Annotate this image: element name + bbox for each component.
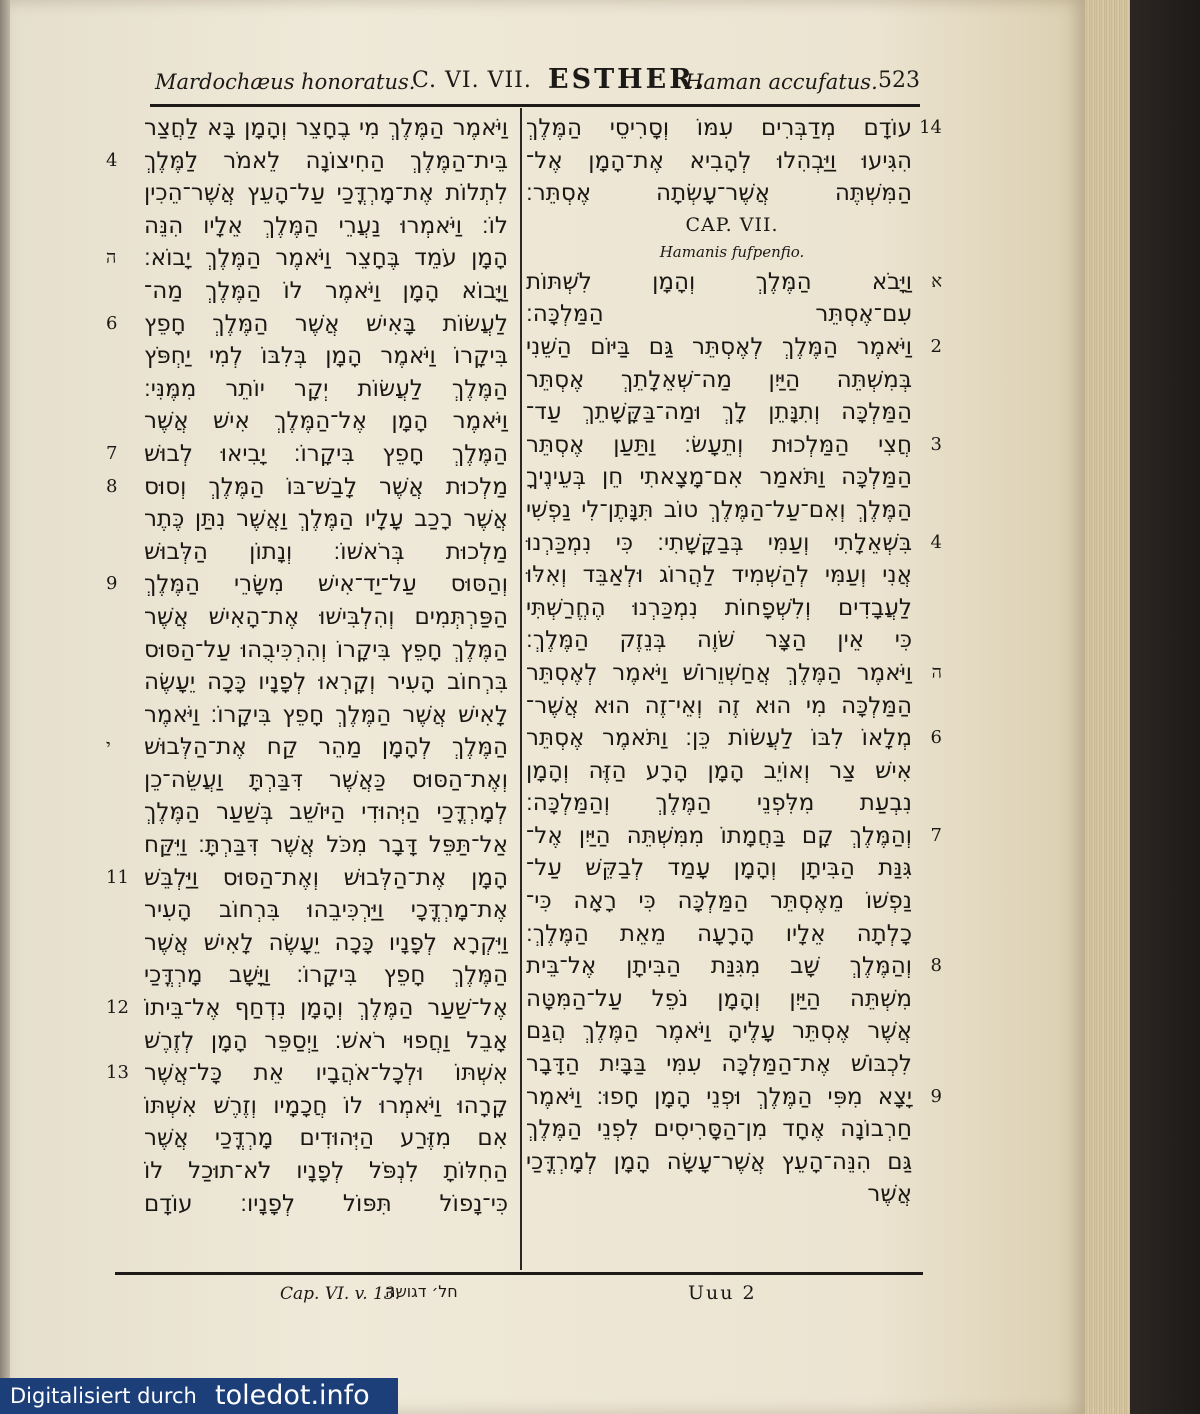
text-line [118, 634, 513, 667]
text-line [118, 959, 513, 992]
line-text: וַיָּבֹא הַמֶּלֶךְ וְהָמָן לִשְׁתּוֹת [526, 268, 912, 295]
line-text: לַעֲשׂוֹת בָּאִישׁ אֲשֶׁר הַמֶּלֶךְ חָפֵץ [144, 310, 508, 337]
text-line [522, 885, 942, 918]
line-text: וַיָּבוֹא הָמָן וַיֹּאמֶר לוֹ הַמֶּלֶךְ מַה־ [144, 277, 508, 304]
line-text: אֲשֶׁר אֶסְתֵּר עָלֶיהָ וַיֹּאמֶר הַמֶּלֶךְ הֲגַם [526, 1018, 912, 1045]
verse-number: 6 [106, 312, 118, 334]
line-text: גַּם הִנֵּה־הָעֵץ אֲשֶׁר־עָשָׂה הָמָן לְמָרְדֳּכַי [526, 1148, 912, 1175]
verse-number: 14 [919, 117, 942, 138]
text-line [118, 373, 513, 406]
text-line [118, 1122, 513, 1155]
line-text: אִם מִזֶּרַע הַיְּהוּדִים מָרְדֳּכַי אֲשֶׁר [144, 1125, 508, 1152]
line-text: יָצָא מִפִּי הַמֶּלֶךְ וּפְנֵי הָמָן חָפוּ׃ וַיֹּאמֶר [526, 1083, 912, 1110]
text-line [522, 364, 942, 397]
line-text: וְהַסּוּס עַל־יַד־אִישׁ מִשָּׂרֵי הַמֶּלֶךְ [144, 571, 508, 598]
line-text: לָאִישׁ אֲשֶׁר הַמֶּלֶךְ חָפֵץ בִּיקָרוֹ׃ וַיֹּאמֶר [144, 701, 508, 728]
text-line [522, 527, 942, 560]
verse-number: 6 [930, 727, 942, 749]
line-text: אִישׁ צַר וְאוֹיֵב הָמָן הָרָע הַזֶּה וְהָמָן [526, 757, 912, 784]
page-number: 523 [878, 68, 920, 93]
line-text: הַמִּשְׁתֶּה אֲשֶׁר־עָשְׂתָה אֶסְתֵּר׃ [526, 180, 912, 207]
line-text: אַל־תַּפֵּל דָּבָר מִכֹּל אֲשֶׁר דִּבַּרְתָּ׃ וַיִּקַּח [144, 832, 508, 859]
line-text: עִם־אֶסְתֵּר הַמַּלְכָּה׃ [526, 301, 912, 328]
line-text: אֶל־שַׁעַר הַמֶּלֶךְ וְהָמָן נִדְחַף אֶל־בֵּיתוֹ [144, 995, 508, 1022]
running-head-chapters: C. VI. VII. [412, 68, 532, 93]
text-line [522, 983, 942, 1016]
text-line [118, 340, 513, 373]
line-text: הַמֶּלֶךְ לְהָמָן מַהֵר קַח אֶת־הַלְּבוּשׁ [144, 734, 508, 761]
text-line [118, 796, 513, 829]
line-text: הָמָן עֹמֵד בֶּחָצֵר וַיֹּאמֶר הַמֶּלֶךְ יָבוֹא׃ [144, 245, 508, 272]
text-line [118, 601, 513, 634]
line-text: אֲנִי וְעַמִּי לְהַשְׁמִיד לַהֲרוֹג וּלְאַבֵּד וְאִלּוּ [526, 562, 912, 589]
text-line [106, 438, 513, 471]
text-line [522, 722, 942, 755]
text-line [118, 764, 513, 797]
line-text: בֵּית־הַמֶּלֶךְ הַחִיצוֹנָה לֵאמֹר לַמֶּלֶךְ [144, 147, 508, 174]
right-text-column [522, 112, 942, 1211]
line-text: אָבֵל וַחֲפוּי רֹאשׁ׃ וַיְסַפֵּר הָמָן לְזֶרֶשׁ [144, 1027, 508, 1054]
text-line [118, 666, 513, 699]
text-line [522, 820, 942, 853]
line-text: וַיֹּאמֶר הַמֶּלֶךְ מִי בֶחָצֵר וְהָמָן בָּא לַחֲצַר [144, 115, 508, 141]
line-text: וְאֶת־הַסּוּס כַּאֲשֶׁר דִּבַּרְתָּ וַעֲשֵׂה־כֵן [144, 766, 508, 793]
line-text: חַרְבוֹנָה אֶחָד מִן־הַסָּרִיסִים לִפְנֵי הַמֶּלֶךְ [526, 1116, 912, 1143]
text-line [522, 592, 942, 625]
text-line [522, 177, 942, 210]
text-line [118, 405, 513, 438]
text-line [118, 503, 513, 536]
verse-number: י [106, 736, 111, 758]
line-text: וְהַמֶּלֶךְ שָׁב מִגִּנַּת הַבִּיתָן אֶל־בֵּית [526, 953, 912, 980]
line-text: מַלְכוּת בְּרֹאשׁוֹ׃ וְנָתוֹן הַלְּבוּשׁ [144, 538, 508, 565]
running-head-left-title: Mardochæus honoratus. [155, 70, 416, 94]
line-text: לַעֲבָדִים וְלִשְׁפָחוֹת נִמְכַּרְנוּ הֶחֱרַשְׁתִּי [526, 594, 912, 621]
line-text: הַמֶּלֶךְ חָפֵץ בִּיקָרוֹ וְהִרְכִּיבֻהוּ עַל־הַסּוּס [144, 636, 508, 663]
line-text: אֲשֶׁר [867, 1181, 912, 1208]
line-text: הַמַּלְכָּה וְתִנָּתֵן לָךְ וּמַה־בַּקָּשָׁתֵךְ עַד־ [526, 399, 912, 426]
line-text: בְּמִשְׁתֵּה הַיַּיִן מַה־שְּׁאֵלָתֵךְ אֶסְתֵּר [526, 366, 912, 393]
line-text: גִּנַּת הַבִּיתָן וְהָמָן עָמַד לְבַקֵּשׁ עַל־ [526, 855, 912, 882]
text-line [118, 927, 513, 960]
text-line [118, 829, 513, 862]
text-line [522, 1015, 942, 1048]
text-line [106, 308, 513, 341]
line-text: נַפְשׁוֹ מֵאֶסְתֵּר הַמַּלְכָּה כִּי רָאָה כִּי־ [526, 888, 912, 915]
line-text: וַיִּקְרָא לְפָנָיו כָּכָה יֵעָשֶׂה לָאִישׁ אֲשֶׁר [144, 929, 508, 956]
text-line [106, 862, 513, 895]
line-text: וַיֹּאמֶר הָמָן אֶל־הַמֶּלֶךְ אִישׁ אֲשֶׁר [144, 408, 508, 435]
line-text: אִשְׁתּוֹ וּלְכָל־אֹהֲבָיו אֵת כָּל־אֲשֶׁר [144, 1060, 508, 1087]
verse-number: 8 [106, 475, 118, 497]
running-head-right-title: Haman accufatus. [685, 70, 878, 94]
line-text: מִשְׁתֵּה הַיַּיִן וְהָמָן נֹפֵל עַל־הַמִּטָּה [526, 985, 912, 1012]
text-line [118, 536, 513, 569]
signature-mark: Uuu 2 [688, 1282, 757, 1304]
text-line [522, 494, 942, 527]
running-head [150, 62, 925, 102]
line-text: לִכְבּוֹשׁ אֶת־הַמַּלְכָּה עִמִּי בַּבָּיִת הַדָּבָר [526, 1051, 912, 1078]
footnote-hebrew: חל׳ דגושה [385, 1282, 458, 1301]
right-column-continuation [522, 112, 942, 210]
text-line [522, 624, 942, 657]
line-text: כָלְתָה אֵלָיו הָרָעָה מֵאֵת הַמֶּלֶךְ׃ [526, 920, 912, 947]
line-text: הַמֶּלֶךְ וְאִם־עַל־הַמֶּלֶךְ טוֹב תִּנָּתֶן־לִי נַפְשִׁי [526, 496, 912, 523]
line-text: הִגִּיעוּ וַיַּבְהִלוּ לְהָבִיא אֶת־הָמָן אֶל־ [526, 147, 912, 174]
text-line [522, 1178, 942, 1211]
line-text: וְהַמֶּלֶךְ קָם בַּחֲמָתוֹ מִמִּשְׁתֵּה הַיַּיִן אֶל־ [526, 822, 912, 849]
line-text: אֶת־מָרְדֳּכָי וַיַּרְכִּיבֵהוּ בִּרְחוֹב הָעִיר [144, 897, 508, 924]
page-footer [280, 1280, 780, 1310]
text-line [118, 894, 513, 927]
verse-number: א [931, 270, 942, 292]
line-text: חֲצִי הַמַּלְכוּת וְתֵעָשׂ׃ וַתַּעַן אֶסְתֵּר [526, 431, 912, 458]
line-text: מְלָאוֹ לִבּוֹ לַעֲשׂוֹת כֵּן׃ וַתֹּאמֶר אֶסְתֵּר [526, 725, 912, 752]
verse-number: 11 [106, 866, 129, 888]
verse-number: 8 [930, 955, 942, 977]
verse-number: 7 [106, 442, 118, 464]
text-line [522, 1146, 942, 1179]
line-text: הַפַּרְתְּמִים וְהִלְבִּישׁוּ אֶת־הָאִישׁ אֲשֶׁר [144, 603, 508, 630]
line-text: וַיֹּאמֶר הַמֶּלֶךְ לְאֶסְתֵּר גַּם בַּיּוֹם הַשֵּׁנִי [526, 333, 912, 360]
line-text: הַמַּלְכָּה מִי הוּא זֶה וְאֵי־זֶה הוּא אֲשֶׁר־ [526, 692, 912, 719]
header-rule [150, 104, 920, 107]
running-head-book: ESTHER. [548, 64, 708, 95]
text-line [106, 568, 513, 601]
line-text: כִּי אֵין הַצָּר שֹׁוֶה בְּנֵזֶק הַמֶּלֶךְ׃ [526, 627, 912, 654]
text-line [118, 210, 513, 243]
line-text: הָמָן אֶת־הַלְּבוּשׁ וְאֶת־הַסּוּס וַיַּלְבֵּשׁ [144, 864, 508, 891]
text-line [522, 690, 942, 723]
text-line [522, 266, 942, 299]
verse-number: 3 [930, 433, 942, 455]
text-line [522, 657, 942, 690]
line-text: הַמַּלְכָּה וַתֹּאמַר אִם־מָצָאתִי חֵן בְּעֵינֶיךָ [526, 464, 912, 491]
text-line [522, 298, 942, 331]
text-line [106, 145, 513, 178]
text-line [522, 396, 942, 429]
line-text: לְמָרְדֳּכַי הַיְּהוּדִי הַיּוֹשֵׁב בְּשַׁעַר הַמֶּלֶךְ [144, 799, 508, 826]
text-line [522, 918, 942, 951]
verse-number: 2 [930, 335, 942, 357]
text-line [522, 1048, 942, 1081]
text-line [106, 992, 513, 1025]
verse-number: 4 [106, 149, 118, 171]
text-line [522, 331, 942, 364]
line-text: מַלְכוּת אֲשֶׁר לָבַשׁ־בּוֹ הַמֶּלֶךְ וְסוּס [144, 473, 508, 500]
text-line [118, 1025, 513, 1058]
text-line [522, 145, 942, 178]
text-line [522, 559, 942, 592]
text-line [118, 1188, 513, 1221]
footer-rule [115, 1272, 923, 1275]
text-line [118, 1155, 513, 1188]
text-line [118, 275, 513, 308]
banner-site: toledot.info [215, 1380, 370, 1411]
text-line [522, 1113, 942, 1146]
text-line [106, 471, 513, 504]
line-text: בִּיקָרוֹ וַיֹּאמֶר הָמָן בְּלִבּוֹ לְמִי יַחְפֹּץ [144, 343, 508, 370]
line-text: נִבְעַת מִלִּפְנֵי הַמֶּלֶךְ וְהַמַּלְכָּה׃ [526, 790, 912, 817]
line-text: עוֹדָם מְדַבְּרִים עִמּוֹ וְסָרִיסֵי הַמֶּלֶךְ [526, 115, 912, 141]
line-text: וַיֹּאמֶר הַמֶּלֶךְ אֲחַשְׁוֵרוֹשׁ וַיֹּאמֶר לְאֶסְתֵּר [526, 659, 912, 686]
digitization-banner [0, 1378, 398, 1414]
line-text: בִּשְׁאֵלָתִי וְעַמִּי בְּבַקָּשָׁתִי׃ כִּי נִמְכַּרְנוּ [526, 529, 912, 556]
text-line [118, 1090, 513, 1123]
verse-number: 9 [930, 1085, 942, 1107]
verse-number: ה [106, 247, 117, 269]
text-line [522, 461, 942, 494]
verse-number: 9 [106, 573, 118, 595]
text-line [106, 731, 513, 764]
line-text: לוֹ׃ וַיֹּאמְרוּ נַעֲרֵי הַמֶּלֶךְ אֵלָיו הִנֵּה [144, 212, 508, 239]
line-text: לִתְלוֹת אֶת־מָרְדֳּכַי עַל־הָעֵץ אֲשֶׁר־הֵכִין [144, 180, 508, 207]
line-text: הַמֶּלֶךְ חָפֵץ בִּיקָרוֹ׃ יָבִיאוּ לְבוּשׁ [144, 440, 508, 467]
line-text: הַמֶּלֶךְ חָפֵץ בִּיקָרוֹ׃ וַיָּשָׁב מָרְדֳּכַי [144, 962, 508, 989]
text-line [522, 852, 942, 885]
verse-number: 7 [930, 824, 942, 846]
line-text: הַחִלּוֹתָ לִנְפֹּל לְפָנָיו לֹא־תוּכַל לוֹ [144, 1158, 508, 1184]
chapter-heading: CAP. VII. [685, 213, 779, 236]
text-line [522, 429, 942, 462]
right-column-verses [522, 266, 942, 1211]
verse-number: 4 [930, 531, 942, 553]
line-text: בִּרְחוֹב הָעִיר וְקָרְאוּ לְפָנָיו כָּכָה יֵעָשֶׂה [144, 669, 508, 696]
footnote-reference: Cap. VI. v. 13. [280, 1284, 401, 1304]
text-line [106, 1057, 513, 1090]
chapter-subtitle: Hamanis fufpenfio. [659, 242, 805, 261]
left-text-column [106, 112, 513, 1220]
text-line [118, 177, 513, 210]
verse-number: 13 [106, 1062, 129, 1084]
text-line [106, 242, 513, 275]
text-line [118, 699, 513, 732]
text-line [522, 112, 942, 145]
verse-number: 12 [106, 997, 129, 1019]
verse-number: ה [931, 661, 942, 683]
line-text: כִּי־נָפוֹל תִּפּוֹל לְפָנָיו׃ עוֹדָם [144, 1190, 508, 1217]
line-text: קָרָהוּ וַיֹּאמְרוּ לוֹ חֲכָמָיו וְזֶרֶשׁ אִשְׁתּוֹ [144, 1092, 508, 1119]
text-line [522, 1081, 942, 1114]
line-text: הַמֶּלֶךְ לַעֲשׂוֹת יְקָר יוֹתֵר מִמֶּנִּי׃ [144, 375, 508, 402]
text-line [522, 950, 942, 983]
line-text: אֲשֶׁר רָכַב עָלָיו הַמֶּלֶךְ וַאֲשֶׁר נִתַּן כֶּתֶר [144, 506, 508, 533]
text-line [522, 787, 942, 820]
text-line [118, 112, 513, 145]
text-line [522, 755, 942, 788]
banner-prefix: Digitalisiert durch [10, 1384, 197, 1408]
